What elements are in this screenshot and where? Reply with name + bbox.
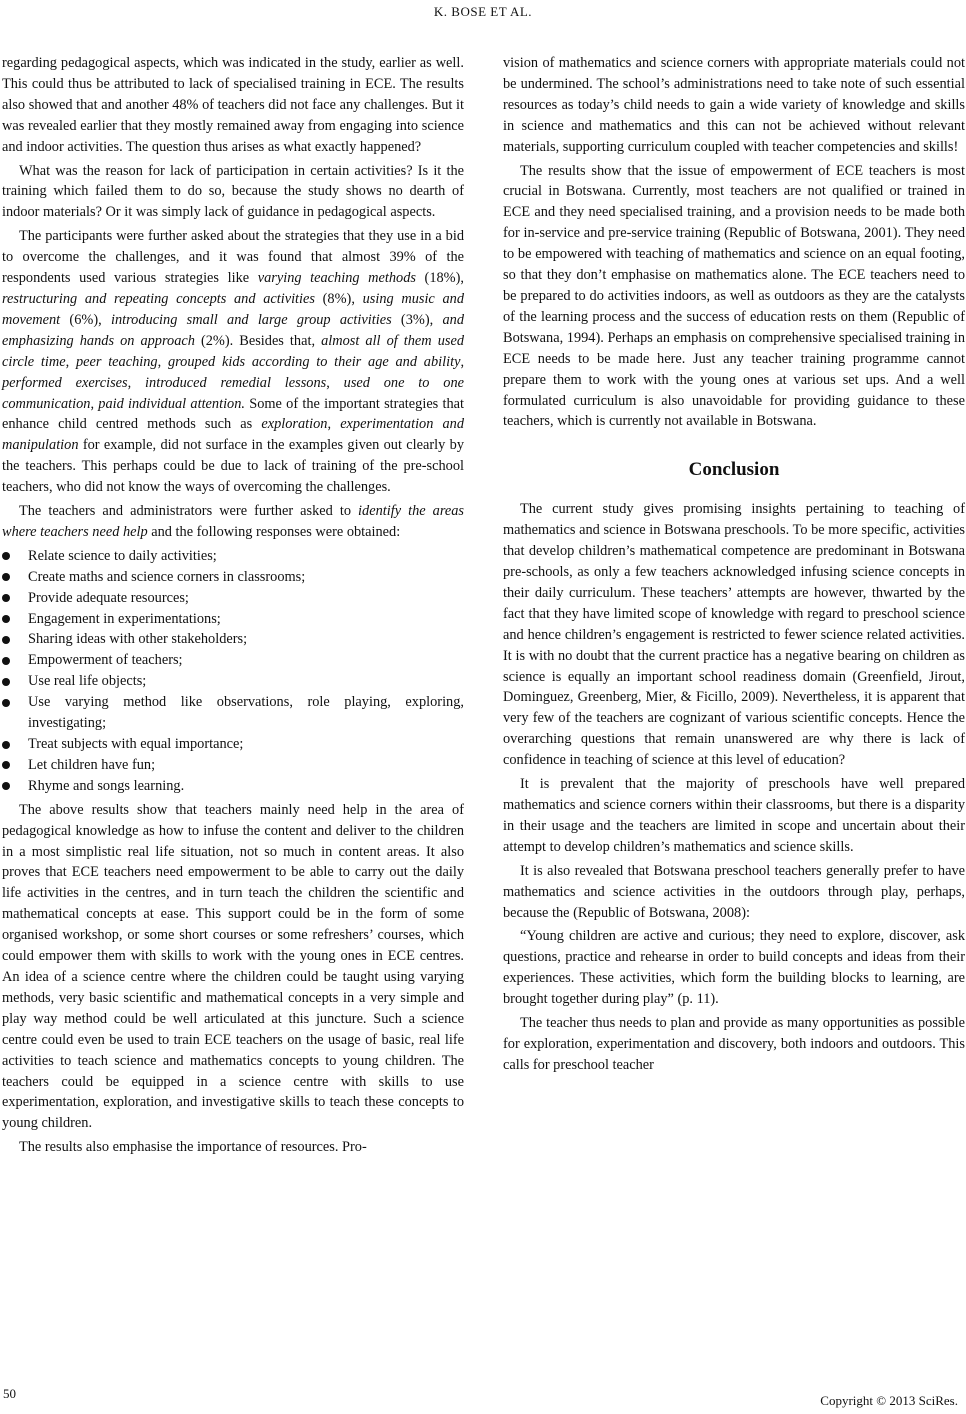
list-item [2, 546, 464, 567]
left-column [2, 53, 464, 1161]
text-run: The teachers and administrators were further asked to [19, 503, 359, 520]
list-item [2, 671, 464, 692]
italic-run: almost all of them used circle time [2, 332, 464, 370]
italic-run: introducing small and large group activities [110, 311, 392, 328]
list-item-text: Use varying method like observations, role playing, exploring, investigating; [28, 694, 464, 732]
italic-run: experimentation and manipulation [2, 416, 465, 454]
list-item [2, 609, 464, 630]
paragraph-strategies [2, 226, 464, 498]
paragraph: The results also emphasise the importance of resources. Pro- [19, 1139, 367, 1156]
italic-run: restructuring and repeating concepts and activities [2, 290, 315, 307]
list-item-text: Empowerment of teachers; [28, 652, 183, 669]
list-item-text: Create maths and science corners in classrooms; [28, 568, 306, 585]
list-item [2, 692, 464, 734]
list-item [2, 776, 464, 797]
text-run: (18%), [415, 270, 464, 287]
text-run: (6%), [60, 311, 111, 328]
needs-list [2, 546, 464, 797]
paragraph: The above results show that teachers mainly need help in the area of pedagogical knowledge as how to infuse the content and deliver to the children in a most simplistic real life situation, not so much in content areas. It also proves that ECE teachers need empowerment to be able to carry out the daily life activities in the centres, and in turn teach the children the scientific and mathematical concepts at ease. This support could be in the form of some organised workshop, or some short courses or some refreshers’ courses, which could empower them with skills to work with the young ones in ECE centres. An idea of a science centre where the children could be taught using varying methods, very basic scientific and mathematical concepts in a very simple and play way method could be well articulated at this juncture. Such a science centre could even be used to train ECE teachers on the usage of basic, real life activities to teach science and mathematics concepts to young children. The teachers could be equipped in a science centre with skills to use experimentation, exploration, and investigative skills to teach these concepts to young children. [2, 801, 464, 1132]
list-item-text: Let children have fun; [28, 756, 156, 773]
paragraph: The teacher thus needs to plan and provide as many opportunities as possible for exploration, experimentation and discovery, both indoors and outdoors. This calls for preschool teacher [503, 1015, 965, 1073]
italic-run: varying teaching methods [257, 270, 416, 287]
text-run: The participants were further asked about the strategies that they use in a bid to overcome the challenges, and it was found that almost 39% of the respondents used various strategies like [2, 228, 464, 287]
section-heading: Conclusion [688, 459, 780, 481]
block-quote: “Young children are active and curious; they need to explore, discover, ask questions, practice and rehearse in order to build concepts and ideas from their experiences. These activities, which form the building blocks to learning, are brought together during play” (p. 11). [503, 928, 965, 1008]
list-item-text: Treat subjects with equal importance; [28, 736, 244, 752]
italic-run: peer teaching [75, 353, 158, 370]
text-run: , [127, 374, 146, 391]
list-item [2, 650, 464, 671]
italic-run: performed exercises [2, 374, 128, 391]
text-run: , [327, 416, 341, 433]
paragraph: regarding pedagogical aspects, which was indicated in the study, earlier as well. This could thus be attributed to lack of specialised training in ECE. The results also showed that and another 48% of teachers did not face any challenges. But it was revealed earlier that they mostly remained away from engaging into science and indoor activities. The question thus arises as what exactly happened? [2, 55, 464, 155]
text-run: Some of the important strategies that enhance child centred methods such as [2, 395, 465, 433]
text-run: , [460, 353, 465, 370]
paragraph: The results show that the issue of empowerment of ECE teachers is most crucial in Botswana. Currently, most teachers are not qualified or trained in ECE and they need specialised training, and a provision needs to be made both for in-service and pre-service training (Republic of Botswana, 2001). They need to be empowered with teaching of mathematics and science on an equal footing, so that they don’t emphasise on mathematics alone. The ECE teachers need to be prepared to do activities indoors, as well as outdoors as they are the catalysts of the learning process and the success of education rests on them (Republic of Botswana, 1994). Perhaps an emphasis on comprehensive specialised training in ECE needs to be made here. Just any teacher training programme cannot prepare them to work with the young ones at various set ups. And a well formulated curriculum is also unavoidable for providing guidance to these teachers, which is currently not available in Botswana. [503, 162, 965, 430]
bullet-icon [2, 761, 10, 769]
list-item-text: Engagement in experimentations; [28, 610, 221, 627]
bullet-icon [2, 678, 10, 686]
copyright-notice: Copyright © 2013 SciRes. [820, 1393, 958, 1408]
italic-run: using music and movement [2, 290, 464, 328]
paragraph: It is prevalent that the majority of preschools have well prepared mathematics and science corners within their classrooms, but there is a disparity in their usage and the teachers are limited in scope and uncertain about their attempt to develop children’s mathematics and science skills. [503, 776, 965, 855]
bullet-icon [2, 741, 10, 749]
italic-run: and emphasizing hands on approach [2, 311, 464, 349]
italic-run: used one to one communication [2, 374, 465, 412]
paragraph: What was the reason for lack of participation in certain activities? Is it the training which failed them to do so, because the study shows no dearth of indoor materials? Or it was simply lack of guidance in pedagogical aspects. [2, 162, 464, 221]
text-run: and the following responses were obtained: [147, 523, 401, 540]
list-item-text: Use real life objects; [28, 673, 147, 690]
paragraph: It is also revealed that Botswana preschool teachers generally prefer to have mathematics and science activities in the outdoors through play, perhaps, because the (Republic of Botswana, 2008): [503, 862, 965, 921]
italic-run: exploration [261, 416, 328, 433]
list-item-text: Rhyme and songs learning. [28, 777, 185, 794]
bullet-icon [2, 636, 10, 644]
bullet-icon [2, 615, 10, 623]
bullet-icon [2, 699, 10, 707]
bullet-icon [2, 573, 10, 581]
list-item [2, 629, 464, 650]
bullet-icon [2, 552, 10, 560]
text-run: (3%), [391, 311, 443, 328]
text-run: , [65, 353, 76, 370]
list-item-text: Provide adequate resources; [28, 589, 189, 606]
list-item [2, 734, 464, 755]
text-run: (2%). Besides that, [194, 332, 322, 349]
list-item [2, 588, 464, 609]
italic-run: paid individual attention. [98, 395, 245, 412]
bullet-icon [2, 657, 10, 665]
list-item-text: Sharing ideas with other stakeholders; [28, 631, 248, 648]
right-column [503, 53, 965, 1079]
text-run: , [90, 395, 99, 412]
running-head: K. BOSE ET AL. [433, 4, 533, 19]
italic-run: introduced remedial lessons [145, 374, 327, 391]
bullet-icon [2, 782, 10, 790]
list-item-text: Relate science to daily activities; [28, 547, 217, 564]
text-run: (8%), [314, 290, 363, 307]
italic-run: identify the areas where teachers need help [2, 503, 464, 540]
list-item [2, 755, 464, 776]
bullet-icon [2, 594, 10, 602]
page-number: 50 [3, 1386, 16, 1401]
text-run: , [326, 374, 344, 391]
text-run: , [157, 353, 168, 370]
paragraph: The current study gives promising insights pertaining to teaching of mathematics and science in Botswana preschools. To be more specific, activities that develop children’s mathematical competence are predominant in Botswana pre-schools, as only a few teachers acknowledged infusing science concepts in their daily curriculum. These teachers’ attempts are however, thwarted by the fact that they have limited scope of knowledge with regard to preschool science and hence children’s engagement is restricted to fewer science related activities. It is with no doubt that the current practice has a negative bearing on children as science is equally an important school readiness domain (Greenfield, Jirout, Dominguez, Greenberg, Mier, & Ficillo, 2009). Nevertheless, it is apparent that very few of the teachers are cognizant of various scientific concepts. Hence the overarching questions that remain unanswered are why there is lack of confidence in teaching of science at this level of education? [503, 501, 965, 769]
paragraph: vision of mathematics and science corners with appropriate materials could not be undermined. The school’s administrations need to take note of such essential resources as today’s child needs to gain a wide variety of knowledge and skills in science and mathematics and this can not be achieved without relevant materials, supporting curriculum coupled with teacher competencies and skills! [503, 55, 965, 155]
italic-run: grouped kids according to their age and ability [167, 353, 461, 370]
list-item [2, 567, 464, 588]
text-run: for example, did not surface in the examples given out clearly by the teachers. This perhaps could be due to lack of training of the pre-school teachers, who did not know the ways of overcoming the challenges. [2, 437, 464, 496]
paragraph-needs [2, 501, 464, 543]
